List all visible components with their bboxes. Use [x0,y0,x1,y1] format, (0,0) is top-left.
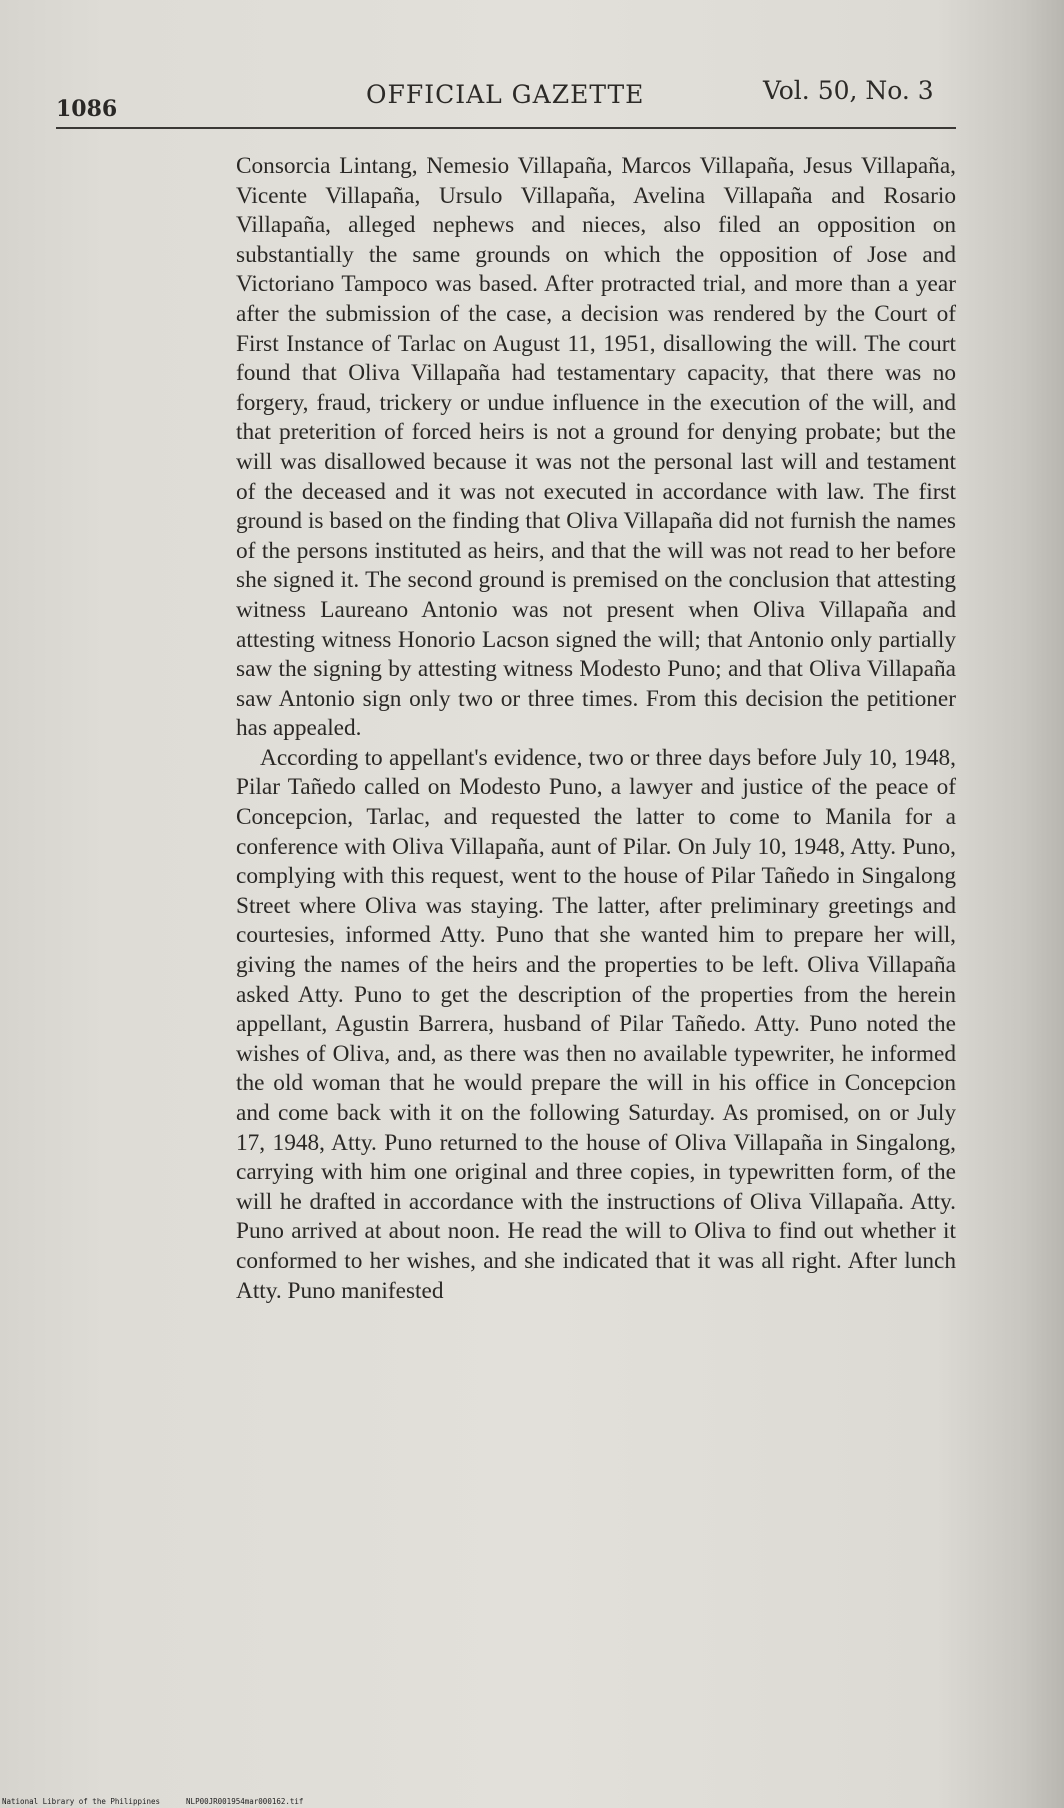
scan-footer [2,1797,303,1806]
header-divider [56,127,956,129]
page-header [56,76,956,122]
library-credit: National Library of the Philippines [2,1797,161,1806]
article-body [236,152,956,1306]
paragraph-continued: Consorcia Lintang, Nemesio Villapaña, Marcos Villapaña, Jesus Villapaña, Vicente Villapaña, Ursulo Villapaña, Avelina Villapaña and Rosario Villapaña, alleged nephews and nieces, also filed an opposition on substantially the same grounds on which the opposition of Jose and Victoriano Tampoco was based. After protracted trial, and more than a year after the submission of the case, a decision was rendered by the Court of First Instance of Tarlac on August 11, 1951, disallowing the will. The court found that Oliva Villapaña had testamentary capacity, that there was no forgery, fraud, trickery or undue influence in the execution of the will, and that preterition of forced heirs is not a ground for denying probate; but the will was disallowed because it was not the personal last will and testament of the deceased and it was not executed in accordance with law. The first ground is based on the finding that Oliva Villapaña did not furnish the names of the persons instituted as heirs, and that the will was not read to her before she signed it. The second ground is premised on the conclusion that attesting witness Laureano Antonio was not present when Oliva Villapaña and attesting witness Honorio Lacson signed the will; that Antonio only partially saw the signing by attesting witness Modesto Puno; and that Oliva Villapaña saw Antonio sign only two or three times. From this decision the petitioner has appealed. [236,153,956,742]
publication-title: OFFICIAL GAZETTE [366,80,645,109]
paragraph-appellant-evidence: According to appellant's evidence, two or three days before July 10, 1948, Pilar Tañedo called on Modesto Puno, a lawyer and justice of the peace of Concepcion, Tarlac, and requested the latter to come to Manila for a conference with Oliva Villapaña, aunt of Pilar. On July 10, 1948, Atty. Puno, complying with this request, went to the house of Pilar Tañedo in Singalong Street where Oliva was staying. The latter, after preliminary greetings and courtesies, informed Atty. Puno that she wanted him to prepare her will, giving the names of the heirs and the properties to be left. Oliva Villapaña asked Atty. Puno to get the description of the properties from the herein appellant, Agustin Barrera, husband of Pilar Tañedo. Atty. Puno noted the wishes of Oliva, and, as there was then no available typewriter, he informed the old woman that he would prepare the will in his office in Concepcion and come back with it on the following Saturday. As promised, on or July 17, 1948, Atty. Puno returned to the house of Oliva Villapaña in Singalong, carrying with him one original and three copies, in typewritten form, of the will he drafted in accordance with the instructions of Oliva Villapaña. Atty. Puno arrived at about noon. He read the will to Oliva to find out whether it conformed to her wishes, and she indicated that it was all right. After lunch Atty. Puno manifested [236,744,956,1304]
scan-file-id: NLP00JR001954mar000162.tif [186,1797,304,1806]
page-number: 1086 [56,96,118,122]
volume-issue: Vol. 50, No. 3 [763,76,934,105]
